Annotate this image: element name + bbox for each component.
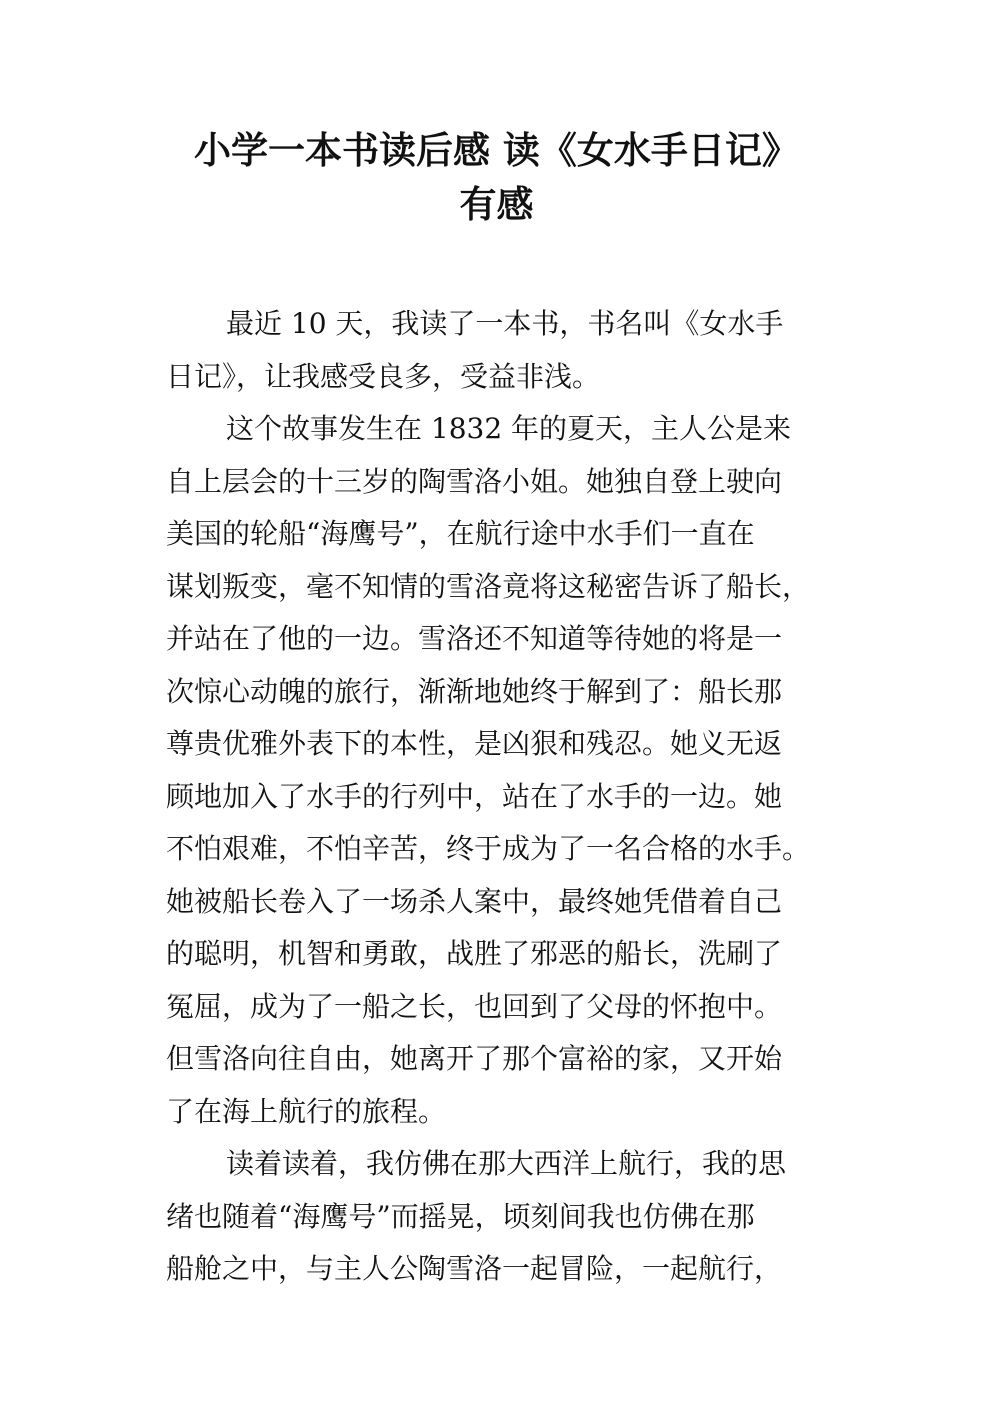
- text-line: 最近 10 天，我读了一本书，书名叫《女水手: [226, 307, 784, 340]
- text-line: 但雪洛向往自由，她离开了那个富裕的家，又开始: [166, 1042, 783, 1075]
- text-line: 尊贵优雅外表下的本性，是凶狠和残忍。她义无返: [166, 727, 783, 760]
- text-line: 绪也随着“海鹰号”而摇晃，顷刻间我也仿佛在那: [166, 1199, 755, 1233]
- text-line: 次惊心动魄的旅行，渐渐地她终于解到了：船长那: [166, 674, 783, 708]
- paragraph-2: [166, 403, 826, 1138]
- document-body: [166, 298, 826, 1296]
- document-title: [120, 124, 873, 232]
- paragraph-3: [166, 1138, 826, 1296]
- title-line-2: 有感: [459, 183, 534, 226]
- text-line: 自上层会的十三岁的陶雪洛小姐。她独自登上驶向: [166, 464, 783, 498]
- text-line: 船舱之中，与主人公陶雪洛一起冒险，一起航行，: [166, 1252, 783, 1285]
- text-line: 了在海上航行的旅程。: [166, 1094, 447, 1128]
- text-line: 这个故事发生在 1832 年的夏天，主人公是来: [226, 412, 792, 445]
- text-line: 美国的轮船“海鹰号”，在航行途中水手们一直在: [166, 517, 755, 550]
- text-line: 读着读着，我仿佛在那大西洋上航行，我的思: [226, 1147, 787, 1180]
- text-line: 顾地加入了水手的行列中，站在了水手的一边。她: [166, 779, 783, 813]
- paragraph-1: [166, 298, 826, 403]
- title-line-1: 小学一本书读后感 读《女水手日记》: [194, 129, 799, 172]
- text-line: 的聪明，机智和勇敢，战胜了邪恶的船长，洗刷了: [166, 937, 783, 970]
- text-line: 冤屈，成为了一船之长，也回到了父母的怀抱中。: [166, 989, 783, 1023]
- text-line: 谋划叛变，毫不知情的雪洛竟将这秘密告诉了船长，: [166, 569, 811, 603]
- text-line: 不怕艰难，不怕辛苦，终于成为了一名合格的水手。: [166, 832, 811, 865]
- text-line: 日记》，让我感受良多，受益非浅。: [166, 359, 601, 393]
- text-line: 并站在了他的一边。雪洛还不知道等待她的将是一: [166, 622, 783, 655]
- text-line: 她被船长卷入了一场杀人案中，最终她凭借着自己: [166, 884, 783, 918]
